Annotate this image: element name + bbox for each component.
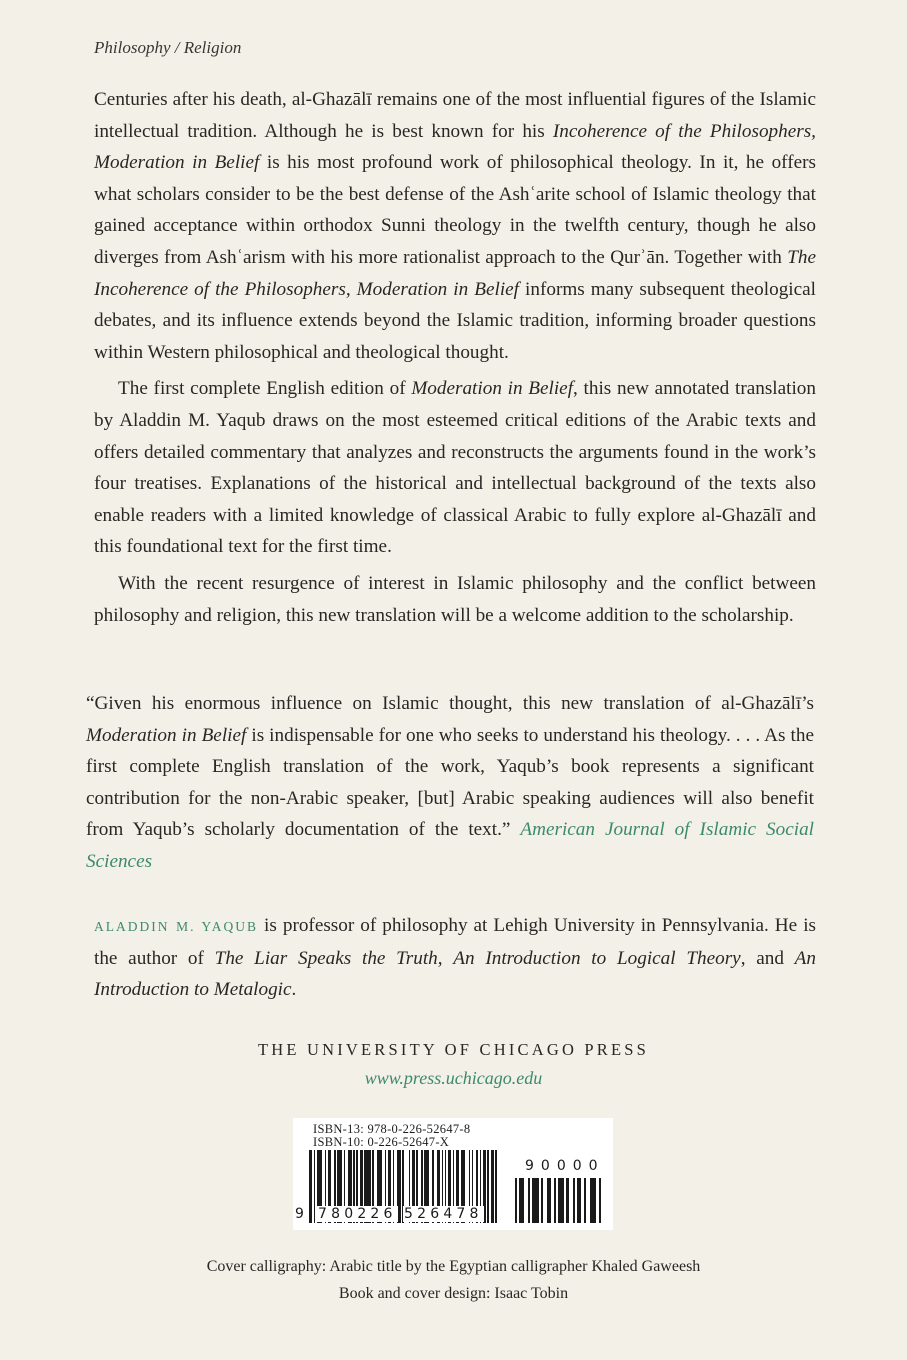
barcode-addon-digits: 90000 [525,1158,605,1174]
design-credit: Book and cover design: Isaac Tobin [338,1285,569,1302]
author-bio [94,910,816,1006]
isbn10-label: ISBN-10: 0-226-52647-X [313,1135,450,1149]
description-paragraph-3: With the recent resurgence of interest in Islamic philosophy and the conflict between philosophy and religion, this new translation will be a welcome addition to the scholarship. [94,572,816,626]
calligraphy-credit: Cover calligraphy: Arabic title by the Egyptian calligrapher Khaled Gaweesh [206,1258,701,1275]
publisher-name: THE UNIVERSITY OF CHICAGO PRESS [257,1040,650,1059]
description-paragraph-2: The first complete English edition of Moderation in Belief, this new annotated translation by Aladdin M. Yaqub draws on the most esteemed critical editions of the Arabic texts and offers detailed commentary that analyzes and reconstructs the arguments found in the work’s four treatises. Explanations of the historical and intellectual background of the texts also enable readers with a limited knowledge of classical Arabic to fully explore al-Ghazālī and this foundational text for the first time. [94,378,816,558]
review-source: American Journal of Islamic Social Sciences [86,819,814,872]
description-paragraph-1: Centuries after his death, al-Ghazālī remains one of the most influential figures of the Islamic intellectual tradition. Although he is best known for his Incoherence of the Philosophers, Moderation in Belief is his most profound work of philosophical theology. In it, he offers what scholars consider to be the best defense of the Ashʿarite school of Islamic theology that gained acceptance within orthodox Sunni theology in the twelfth century, though he also diverges from Ashʿarism with his more rationalist approach to the Qurʾān. Together with The Incoherence of the Philosophers, Moderation in Belief informs many subsequent theological debates, and its influence extends beyond the Islamic tradition, informing broader questions within Western philosophical and theological thought. [94,89,816,363]
book-description [94,84,816,636]
author-bio-text: is professor of philosophy at Lehigh University in Pennsylvania. He is the author of The Liar Speaks the Truth, An Introduction to Logical Theory, and An Introduction to Metalogic. [94,915,816,1001]
isbn-barcode [293,1118,613,1230]
review-text: “Given his enormous influence on Islamic thought, this new translation of al-Ghazālī’s Moderation in Belief is indispensable for one who seeks to understand his theology. . . . As the first complete English translation of the work, Yaqub’s book represents a significant contribution for the non-Arabic speaker, [but] Arabic speaking audiences will also benefit from Yaqub’s scholarly documentation of the text.” [86,693,814,841]
barcode-digits-left: 780226 [318,1206,397,1222]
category-label: Philosophy / Religion [94,38,242,57]
review-quote [86,688,814,878]
barcode-addon-bars [515,1178,603,1223]
isbn13-label: ISBN-13: 978-0-226-52647-8 [313,1122,471,1136]
barcode-digits-right: 526478 [404,1206,483,1222]
barcode-lead-digit: 9 [295,1206,304,1222]
author-name: ALADDIN M. YAQUB [94,919,259,934]
publisher-url[interactable]: www.press.uchicago.edu [364,1068,543,1088]
